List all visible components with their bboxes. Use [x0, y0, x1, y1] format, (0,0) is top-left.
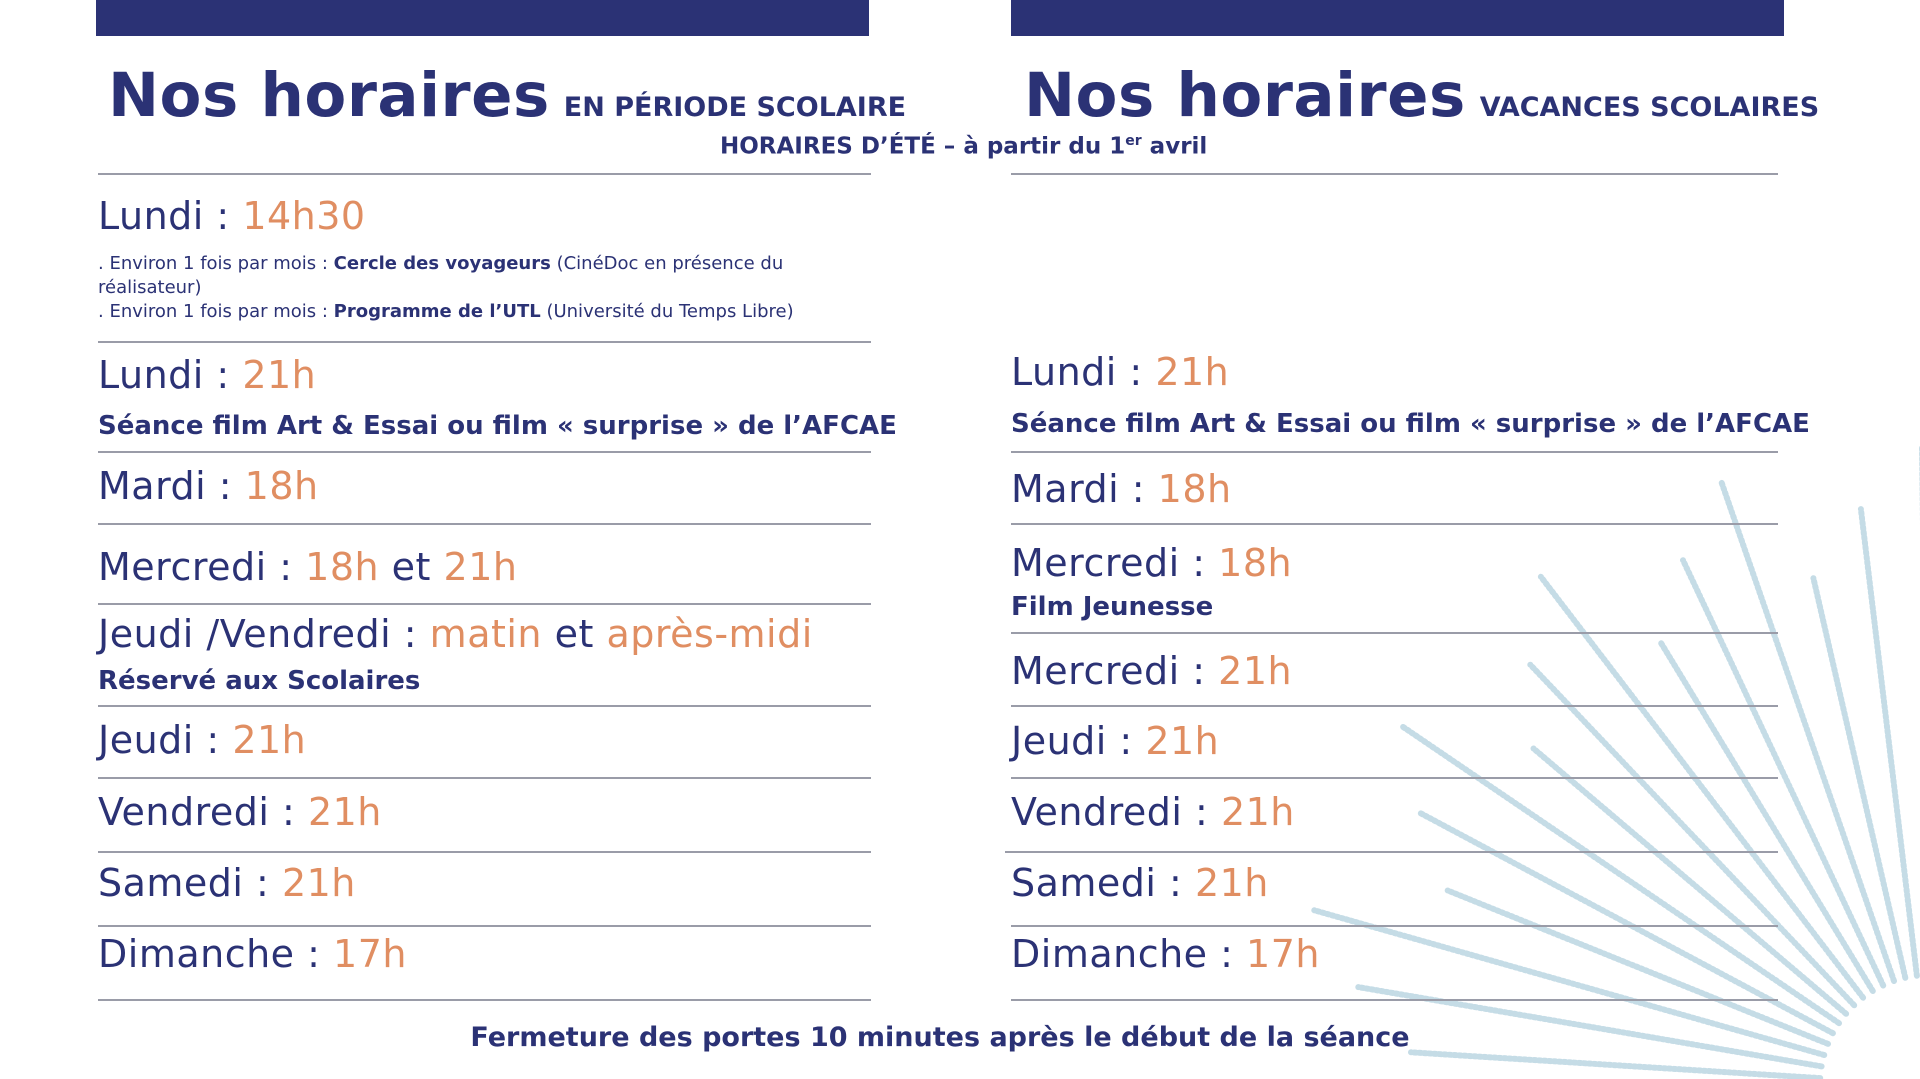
right-jeudi — [1011, 719, 1219, 763]
left-rule-6 — [98, 777, 871, 779]
day-label: Mardi : — [1011, 467, 1158, 511]
note-prefix: . Environ 1 fois par mois : — [98, 253, 334, 274]
time-value: 21h — [307, 790, 382, 834]
right-rule-8 — [1011, 999, 1778, 1001]
right-mardi — [1011, 467, 1232, 511]
left-jeudi-vendredi — [98, 612, 813, 656]
right-rule-7 — [1011, 925, 1778, 927]
day-label: Mercredi : — [98, 545, 306, 589]
time-value: 21h — [1194, 861, 1269, 905]
day-label: Dimanche : — [1011, 932, 1247, 976]
left-jeudi — [98, 718, 306, 762]
time-value: 14h30 — [242, 194, 366, 238]
right-rule-5 — [1011, 777, 1778, 779]
left-rule-7 — [98, 851, 871, 853]
right-lundi — [1011, 350, 1229, 394]
left-rule-3 — [98, 523, 871, 525]
decorative-ray — [1401, 725, 1839, 1023]
left-mardi — [98, 464, 319, 508]
right-vendredi — [1011, 790, 1295, 834]
left-rule-4 — [98, 603, 871, 605]
left-rule-1 — [98, 341, 871, 343]
decorative-ray — [1534, 749, 1847, 1014]
subtitle-text: HORAIRES D’ÉTÉ – à partir du 1 — [720, 133, 1126, 160]
right-jeunesse-sub: Film Jeunesse — [1011, 592, 1214, 622]
subtitle-sup: er — [1125, 133, 1142, 149]
decorative-ray — [1541, 577, 1863, 998]
left-vendredi — [98, 790, 382, 834]
time-value: 21h — [1218, 649, 1293, 693]
time-value: 18h — [305, 545, 380, 589]
time-value: 21h — [242, 353, 317, 397]
time-value: 18h — [1218, 541, 1293, 585]
left-rule-title — [98, 173, 871, 175]
right-title — [1024, 60, 1819, 131]
left-title-suffix: EN PÉRIODE SCOLAIRE — [563, 92, 907, 123]
time-value: 17h — [333, 932, 407, 976]
day-label: Jeudi : — [98, 718, 233, 762]
note-utl — [98, 300, 838, 324]
left-samedi — [98, 861, 356, 905]
time-value: 18h — [1157, 467, 1232, 511]
day-label: Dimanche : — [98, 932, 334, 976]
right-rule-title — [1011, 173, 1778, 175]
left-scolaires-sub: Réservé aux Scolaires — [98, 666, 421, 696]
time-value: matin — [429, 612, 543, 656]
right-rule-1 — [1011, 451, 1778, 453]
left-lundi-1430 — [98, 194, 366, 238]
day-label: Vendredi : — [1011, 790, 1221, 834]
note-prefix: . Environ 1 fois par mois : — [98, 301, 334, 322]
left-lundi-notes — [98, 252, 838, 324]
right-rule-2 — [1011, 523, 1778, 525]
time-value: après-midi — [606, 612, 813, 656]
time-value: 18h — [244, 464, 319, 508]
right-mercredi-21h — [1011, 649, 1292, 693]
right-lundi-sub: Séance film Art & Essai ou film « surprise » de l’AFCAE — [1011, 409, 1810, 439]
time-value: 21h — [1145, 719, 1220, 763]
summer-hours-subtitle — [720, 133, 1207, 160]
note-bold: Cercle des voyageurs — [333, 253, 551, 274]
left-title — [108, 60, 906, 131]
left-rule-2 — [98, 451, 871, 453]
right-title-main: Nos horaires — [1024, 60, 1466, 131]
left-title-main: Nos horaires — [108, 60, 550, 131]
time-value: 17h — [1246, 932, 1320, 976]
right-rule-6 — [1005, 851, 1778, 853]
day-label: Mardi : — [98, 464, 245, 508]
time-value: 21h — [1155, 350, 1230, 394]
left-dimanche — [98, 932, 407, 976]
note-bold: Programme de l’UTL — [333, 301, 541, 322]
left-rule-8 — [98, 925, 871, 927]
decorative-ray — [1683, 560, 1883, 985]
day-label: Mercredi : — [1011, 649, 1219, 693]
day-label: Mercredi : — [1011, 541, 1219, 585]
right-mercredi-18h — [1011, 541, 1292, 585]
right-title-suffix: VACANCES SCOLAIRES — [1479, 92, 1820, 123]
right-rule-3 — [1011, 632, 1778, 634]
day-label: Samedi : — [1011, 861, 1195, 905]
day-label: Lundi : — [98, 194, 243, 238]
left-rule-9 — [98, 999, 871, 1001]
day-label: Samedi : — [98, 861, 282, 905]
right-samedi — [1011, 861, 1269, 905]
time-value: 21h — [281, 861, 356, 905]
decorative-ray — [1530, 665, 1854, 1006]
left-lundi-21h — [98, 353, 316, 397]
right-rule-4 — [1011, 705, 1778, 707]
day-label: Jeudi : — [1011, 719, 1146, 763]
left-lundi-sub: Séance film Art & Essai ou film « surprise » de l’AFCAE — [98, 411, 897, 441]
time-value: 21h — [443, 545, 518, 589]
time-value: 21h — [232, 718, 307, 762]
day-label: Vendredi : — [98, 790, 308, 834]
right-dimanche — [1011, 932, 1320, 976]
note-cercle — [98, 252, 838, 300]
day-label: Lundi : — [98, 353, 243, 397]
and-word: et — [379, 545, 444, 589]
note-rest: (CinéDoc en présence du réalisateur) — [98, 253, 784, 298]
and-word: et — [542, 612, 607, 656]
subtitle-after: avril — [1141, 133, 1208, 160]
left-mercredi — [98, 545, 517, 589]
left-rule-5 — [98, 705, 871, 707]
footer-notice: Fermeture des portes 10 minutes après le début de la séance — [470, 1022, 1410, 1053]
day-label: Lundi : — [1011, 350, 1156, 394]
day-label: Jeudi /Vendredi : — [98, 612, 430, 656]
note-rest: (Université du Temps Libre) — [540, 301, 794, 322]
time-value: 21h — [1220, 790, 1295, 834]
